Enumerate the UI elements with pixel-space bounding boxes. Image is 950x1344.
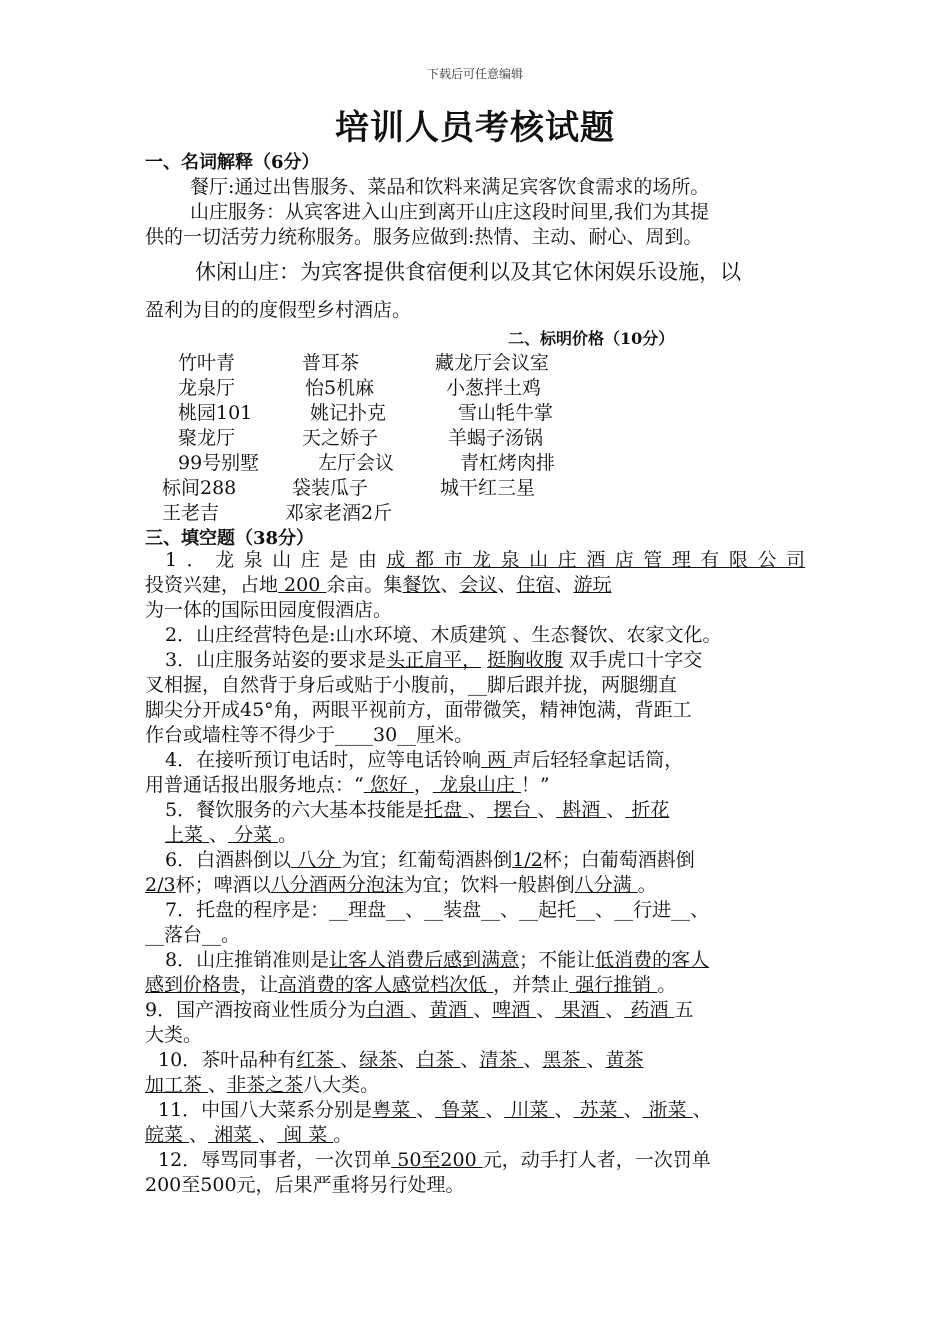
- question-1-line3: 为一体的国际田园度假酒店。: [145, 599, 393, 621]
- definition-resort-line2: 盈利为目的的度假型乡村酒店。: [145, 299, 412, 321]
- question-4-line1: 4．在接听预订电话时，应等电话铃响 两 声后轻轻拿起话筒，: [165, 749, 684, 771]
- blank-answer: 皖菜: [145, 1124, 190, 1146]
- blank-answer: 加工茶: [145, 1074, 209, 1096]
- price-item: 城干红三星: [440, 477, 536, 499]
- question-10-line2: 加工茶 、非茶之茶八大类。: [145, 1074, 380, 1096]
- blank-answer: 高消费的客人感觉档次低: [278, 974, 494, 996]
- price-item: 左厅会议: [318, 452, 395, 474]
- blank-answer: 绿茶: [359, 1049, 398, 1071]
- blank-answer: 非茶之茶: [227, 1074, 304, 1096]
- question-6-line2: 2/3杯；啤酒以八分酒两分泡沫为宜；饮料一般斟倒八分满 。: [145, 874, 657, 896]
- question-11-line1: 11．中国八大菜系分别是粤菜 、 鲁菜 、 川菜 、 苏菜 、 浙菜 、: [158, 1099, 712, 1121]
- question-2: 2．山庄经营特色是:山水环境、木质建筑 、生态餐饮、农家文化。: [165, 624, 722, 646]
- blank-answer: 让客人消费后感到满意: [329, 949, 520, 971]
- question-9-line1: 9．国产酒按商业性质分为白酒 、黄酒 、啤酒 、 果酒 、 药酒 五: [145, 999, 694, 1021]
- blank-answer: 药酒: [624, 999, 675, 1021]
- definition-restaurant: 餐厅:通过出售服务、菜品和饮料来满足宾客饮食需求的场所。: [190, 176, 710, 198]
- blank-answer: 白茶: [416, 1049, 461, 1071]
- blank-answer: 闽 菜: [277, 1124, 334, 1146]
- question-3-line4: 作台或墙柱等不得少于____30__厘米。: [145, 724, 474, 746]
- blank-answer: 成都市龙泉山庄酒店管理有限公司: [386, 549, 805, 571]
- price-item: 姚记扑克: [310, 402, 387, 424]
- blank-answer: 摆台: [487, 799, 538, 821]
- blank-answer: 低消费的客人: [595, 949, 710, 971]
- question-3-line2: 叉相握，自然背于身后或贴于小腹前，__脚后跟并拢，两腿绷直: [145, 674, 678, 696]
- blank-answer: 头正肩平，: [386, 649, 482, 671]
- blank-answer: 50至200: [391, 1149, 483, 1171]
- definition-resort-line1: 休闲山庄：为宾客提供食宿便利以及其它休闲娱乐设施，以: [195, 260, 741, 284]
- price-item: 藏龙厅会议室: [435, 352, 550, 374]
- blank-answer: 黑茶: [542, 1049, 587, 1071]
- blank-answer: 八分满: [574, 874, 638, 896]
- blank-answer: 龙泉山庄: [432, 774, 521, 796]
- question-5-line2: 上菜 、 分菜 。: [165, 824, 298, 846]
- question-7-line1: 7．托盘的程序是：__理盘__、__装盘__、__起托__、__行进__、: [165, 899, 710, 921]
- blank-answer: 分菜: [228, 824, 279, 846]
- price-item: 聚龙厅: [178, 427, 236, 449]
- blank-answer: 鲁菜: [435, 1099, 486, 1121]
- section1-heading: 一、名词解释（6分）: [145, 152, 320, 173]
- price-item: 桃园101: [178, 402, 253, 424]
- question-8-line2: 感到价格贵，让高消费的客人感觉档次低 ，并禁止 强行推销 。: [145, 974, 677, 996]
- blank-answer: 游玩: [573, 574, 612, 596]
- question-4-line2: 用普通话报出服务地点：“ 您好 ， 龙泉山庄 ！”: [145, 774, 550, 796]
- section3-heading: 三、填空题（38分）: [145, 528, 315, 549]
- blank-answer: 川菜: [504, 1099, 555, 1121]
- price-item: 邓家老酒2斤: [285, 502, 393, 524]
- blank-answer: 果酒: [555, 999, 606, 1021]
- price-item: 羊蝎子汤锅: [448, 427, 544, 449]
- blank-answer: 黄酒: [429, 999, 474, 1021]
- question-3-line3: 脚尖分开成45°角，两眼平视前方，面带微笑，精神饱满，背距工: [145, 699, 692, 721]
- definition-service-line1: 山庄服务：从宾客进入山庄到离开山庄这段时间里,我们为其提: [190, 201, 710, 223]
- price-item: 王老吉: [162, 502, 220, 524]
- blank-answer: 红茶: [296, 1049, 341, 1071]
- page-title: 培训人员考核试题: [335, 108, 615, 148]
- blank-answer: 1/2: [512, 849, 543, 871]
- question-9-line2: 大类。: [145, 1024, 203, 1046]
- blank-answer: 苏菜: [573, 1099, 624, 1121]
- question-10-line1: 10．茶叶品种有红茶 、绿茶、白茶 、清茶 、黑茶 、黄茶: [158, 1049, 644, 1071]
- blank-answer: 托盘: [424, 799, 469, 821]
- page-header: 下载后可任意编辑: [426, 67, 523, 81]
- blank-answer: 200: [278, 574, 327, 596]
- price-item: 龙泉厅: [178, 377, 236, 399]
- question-12-line2: 200至500元，后果严重将另行处理。: [145, 1174, 465, 1196]
- question-1-line1: 1．龙泉山庄是由成都市龙泉山庄酒店管理有限公司: [165, 549, 805, 571]
- question-7-line2: __落台__。: [145, 924, 241, 946]
- blank-answer: 白酒: [366, 999, 411, 1021]
- blank-answer: 2/3: [145, 874, 176, 896]
- blank-answer: 浙菜: [642, 1099, 693, 1121]
- question-12-line1: 12．辱骂同事者，一次罚单 50至200 元，动手打人者，一次罚单: [158, 1149, 711, 1171]
- price-item: 怡5机麻: [305, 377, 375, 399]
- blank-answer: 餐饮: [402, 574, 441, 596]
- blank-answer: 两: [481, 749, 513, 771]
- definition-service-line2: 供的一切活劳力统称服务。服务应做到:热情、主动、耐心、周到。: [145, 226, 703, 248]
- price-item: 竹叶青: [178, 352, 236, 374]
- blank-answer: 折花: [625, 799, 670, 821]
- section2-heading: 二、标明价格（10分）: [508, 329, 675, 348]
- blank-answer: 感到价格贵: [145, 974, 241, 996]
- blank-answer: 会议: [459, 574, 498, 596]
- price-item: 普耳茶: [302, 352, 360, 374]
- blank-answer: 八分酒两分泡沫: [270, 874, 404, 896]
- blank-answer: 住宿: [516, 574, 555, 596]
- price-item: 袋装瓜子: [292, 477, 369, 499]
- question-6-line1: 6．白酒斟倒以 八分 为宜；红葡萄酒斟倒1/2杯；白葡萄酒斟倒: [165, 849, 695, 871]
- price-item: 小葱拌土鸡: [446, 377, 542, 399]
- price-item: 99号别墅: [178, 452, 260, 474]
- price-item: 天之娇子: [302, 427, 379, 449]
- blank-answer: 斟酒: [556, 799, 607, 821]
- blank-answer: 您好: [363, 774, 414, 796]
- price-item: 青杠烤肉排: [460, 452, 556, 474]
- price-item: 雪山牦牛掌: [458, 402, 554, 424]
- question-1-line2: 投资兴建，占地 200 余亩。集餐饮、会议、住宿、游玩: [145, 574, 612, 596]
- question-11-line2: 皖菜 、 湘菜 、 闽 菜 。: [145, 1124, 353, 1146]
- blank-answer: 挺胸收腹: [487, 649, 564, 671]
- blank-answer: 湘菜: [208, 1124, 259, 1146]
- blank-answer: 强行推销: [569, 974, 658, 996]
- blank-answer: 八分: [291, 849, 342, 871]
- blank-answer: 粤菜: [372, 1099, 417, 1121]
- blank-answer: 啤酒: [492, 999, 537, 1021]
- question-8-line1: 8．山庄推销准则是让客人消费后感到满意；不能让低消费的客人: [165, 949, 710, 971]
- question-3-line1: 3．山庄服务站姿的要求是头正肩平， 挺胸收腹 双手虎口十字交: [165, 649, 703, 671]
- blank-answer: 清茶: [479, 1049, 524, 1071]
- question-5-line1: 5．餐饮服务的六大基本技能是托盘 、 摆台 、 斟酒 、 折花: [165, 799, 670, 821]
- price-item: 标间288: [162, 477, 237, 499]
- blank-answer: 上菜: [165, 824, 210, 846]
- blank-answer: 黄茶: [605, 1049, 644, 1071]
